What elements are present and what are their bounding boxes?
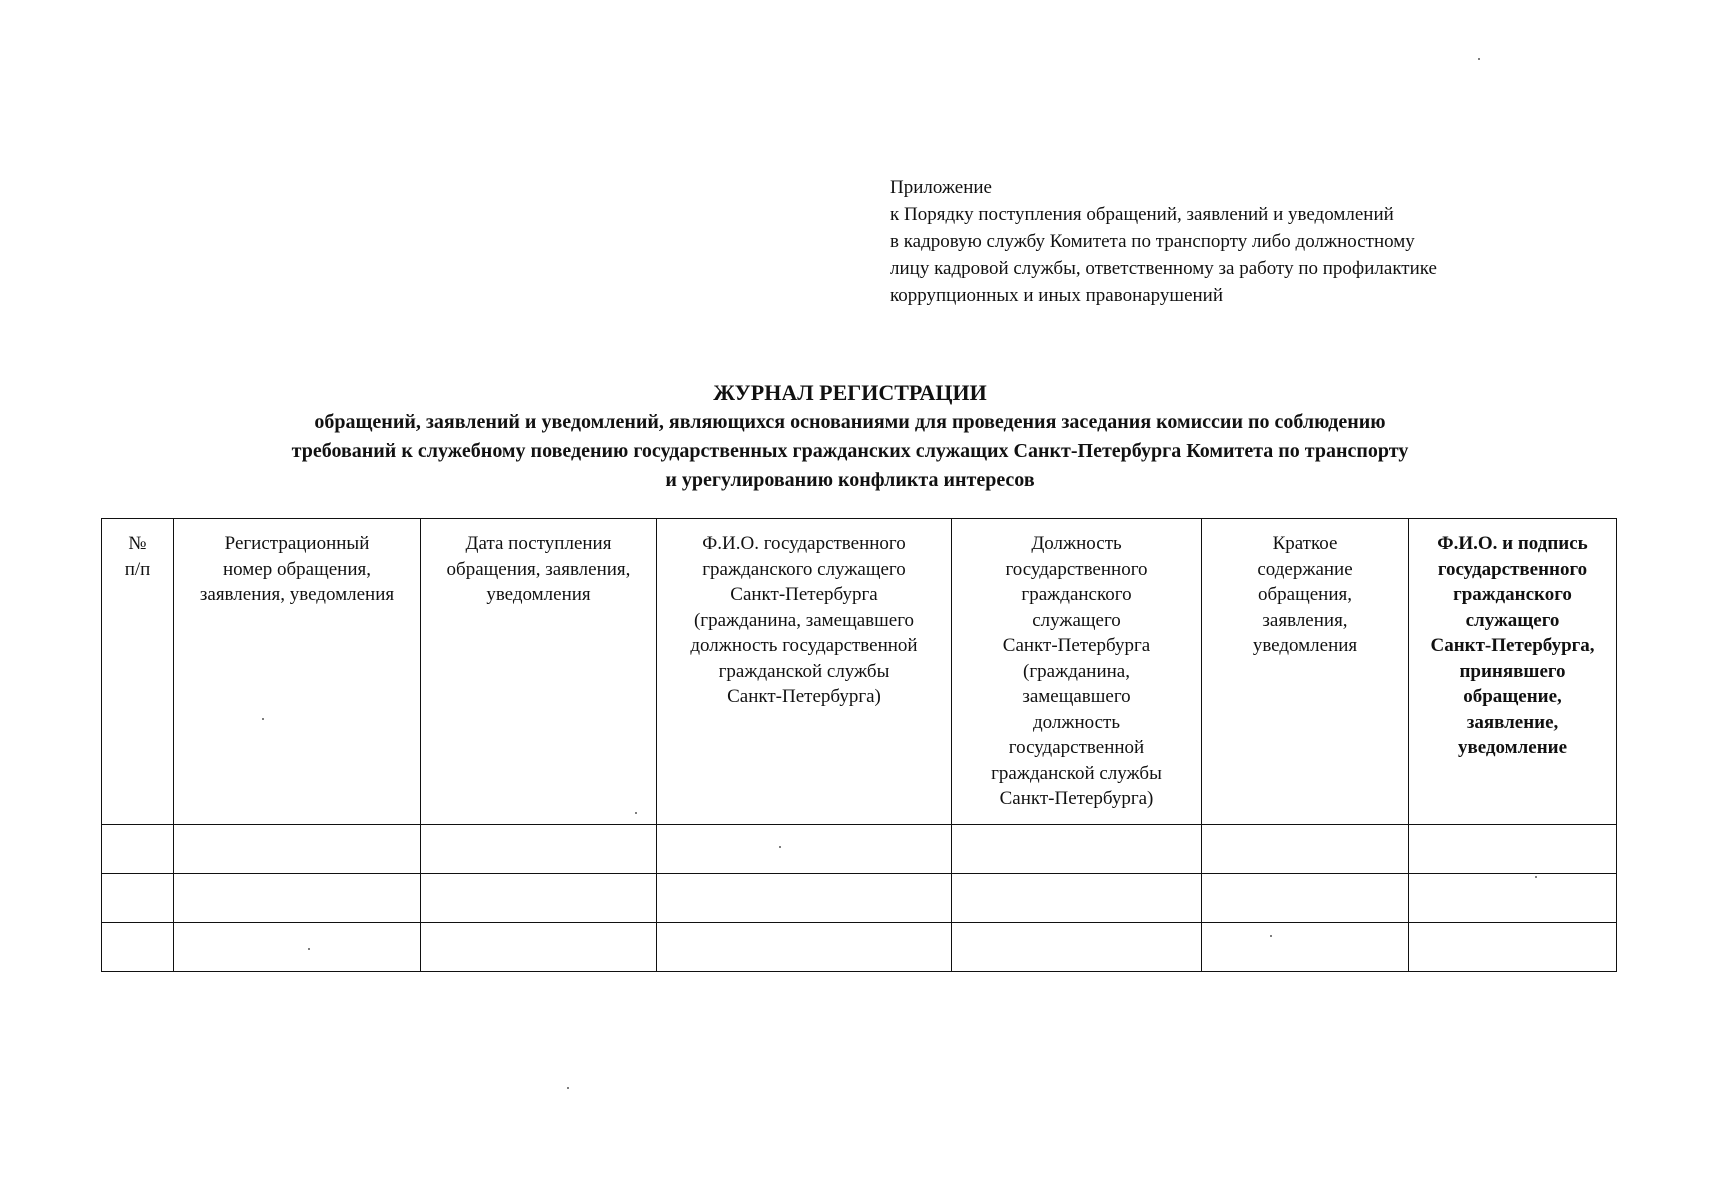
column-header-line: заявления, уведомления [199, 584, 395, 605]
column-header-line: служащего [1465, 609, 1560, 631]
column-header-line: Должность [1031, 533, 1122, 554]
column-header-line: Санкт-Петербурга [1002, 635, 1151, 656]
table-body [102, 825, 1617, 972]
appendix-line: Приложение [890, 177, 992, 198]
journal-subtitle-line: и урегулированию конфликта интересов [665, 469, 1035, 491]
column-header-line: Ф.И.О. и подпись [1437, 533, 1588, 554]
appendix-line: лицу кадровой службы, ответственному за работу по профилактике [890, 258, 1437, 279]
column-header-date [421, 519, 657, 825]
column-header-line: № [128, 533, 147, 554]
journal-heading [80, 378, 1620, 495]
appendix-line: к Порядку поступления обращений, заявлений и уведомлений [890, 204, 1394, 225]
column-header-line: обращение, [1463, 686, 1562, 707]
scan-speck [308, 948, 310, 950]
column-header-receiver [1409, 519, 1617, 825]
table-cell [1409, 825, 1617, 874]
journal-subtitle-line: требований к служебному поведению государственных гражданских служащих Санкт-Петербурга Комитета по транспорту [291, 440, 1409, 462]
journal-title: ЖУРНАЛ РЕГИСТРАЦИИ [713, 380, 987, 405]
table-cell [102, 923, 174, 972]
table-header-row [102, 519, 1617, 825]
column-header-line: уведомление [1457, 737, 1568, 758]
scan-speck [1270, 935, 1272, 937]
table-cell [102, 825, 174, 874]
column-header-line: Санкт-Петербурга, [1430, 635, 1595, 656]
table-cell [421, 923, 657, 972]
column-header-position [952, 519, 1202, 825]
column-header-line: (гражданина, замещавшего [693, 609, 915, 631]
table-cell [174, 825, 421, 874]
scan-speck [1535, 876, 1537, 878]
table-cell [952, 923, 1202, 972]
column-header-line: гражданского служащего [702, 558, 906, 580]
table-cell [1409, 923, 1617, 972]
table-cell [174, 874, 421, 923]
scan-speck [779, 846, 781, 848]
appendix-block [890, 174, 1610, 309]
column-header-line: Краткое [1272, 533, 1338, 554]
column-header-line: Дата поступления [465, 533, 612, 554]
table-cell [1202, 874, 1409, 923]
column-header-line: Регистрационный [224, 533, 370, 554]
table-cell [1409, 874, 1617, 923]
column-header-line: Ф.И.О. государственного [702, 533, 906, 554]
scan-speck [635, 812, 637, 814]
column-header-number [102, 519, 174, 825]
scan-speck [1478, 58, 1480, 60]
column-header-line: номер обращения, [222, 558, 371, 580]
table-cell [1202, 825, 1409, 874]
column-header-summary [1202, 519, 1409, 825]
table-cell [1202, 923, 1409, 972]
table-row [102, 923, 1617, 972]
column-header-line: (гражданина, [1023, 660, 1130, 682]
table-cell [421, 825, 657, 874]
column-header-line: Санкт-Петербурга [730, 584, 878, 605]
journal-subtitle-line: обращений, заявлений и уведомлений, являющихся основаниями для проведения заседания комиссии по соблюдению [314, 411, 1386, 433]
table-cell [657, 874, 952, 923]
column-header-line: должность [1032, 711, 1121, 733]
table-cell [102, 874, 174, 923]
column-header-line: Санкт-Петербурга) [727, 686, 881, 707]
column-header-line: гражданской службы [718, 660, 890, 682]
table-cell [657, 825, 952, 874]
column-header-line: заявление, [1466, 711, 1559, 733]
table-cell [421, 874, 657, 923]
column-header-line: гражданской службы [991, 762, 1162, 784]
column-header-fio [657, 519, 952, 825]
column-header-line: государственного [1437, 558, 1588, 580]
column-header-line: замещавшего [1022, 686, 1131, 707]
table-row [102, 874, 1617, 923]
column-header-line: государственной [1008, 737, 1145, 758]
appendix-line: коррупционных и иных правонарушений [890, 285, 1224, 306]
column-header-line: должность государственной [690, 635, 918, 656]
column-header-line: уведомления [486, 584, 591, 605]
scan-speck [262, 718, 264, 720]
column-header-reg-number [174, 519, 421, 825]
column-header-line: уведомления [1252, 635, 1358, 656]
column-header-line: гражданского [1021, 584, 1132, 605]
table-cell [174, 923, 421, 972]
column-header-line: государственного [1005, 558, 1148, 580]
column-header-line: обращения, [1258, 584, 1352, 605]
column-header-line: п/п [124, 558, 151, 580]
column-header-line: Санкт-Петербурга) [999, 788, 1154, 809]
table-cell [657, 923, 952, 972]
column-header-line: служащего [1032, 609, 1121, 631]
appendix-line: в кадровую службу Комитета по транспорту либо должностному [890, 231, 1415, 252]
registration-table [101, 518, 1617, 972]
column-header-line: принявшего [1459, 660, 1566, 682]
column-header-line: гражданского [1453, 584, 1572, 605]
column-header-line: заявления, [1262, 609, 1348, 631]
table-cell [952, 825, 1202, 874]
scan-speck [567, 1087, 569, 1089]
column-header-line: содержание [1257, 558, 1353, 580]
table-row [102, 825, 1617, 874]
column-header-line: обращения, заявления, [446, 558, 631, 580]
table-cell [952, 874, 1202, 923]
